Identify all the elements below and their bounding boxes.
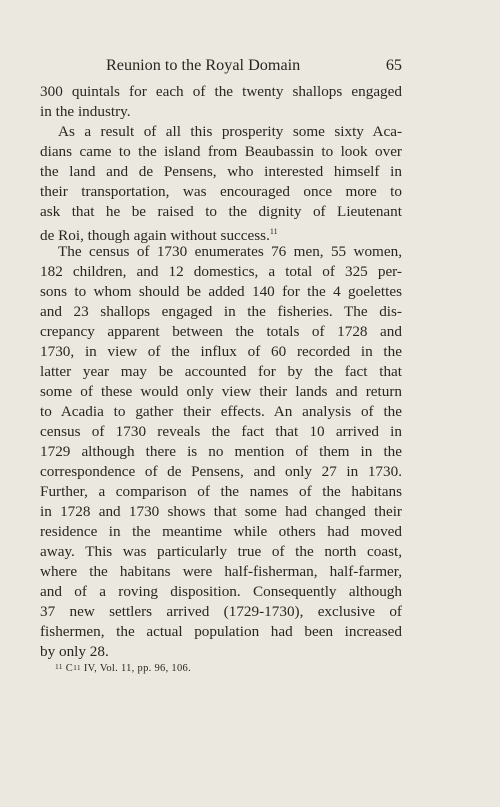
footnote-marker: 11 <box>55 662 63 671</box>
text-line: fishermen, the actual population had been increased <box>40 623 402 640</box>
text-line: 300 quintals for each of the twenty shallops engaged <box>40 83 402 100</box>
text-line: crepancy apparent between the totals of 1728 and <box>40 323 402 340</box>
text-line: in the industry. <box>40 103 131 120</box>
text-line: 1730, in view of the influx of 60 recorded in the <box>40 343 402 360</box>
text-line: 37 new settlers arrived (1729-1730), exclusive of <box>40 603 402 620</box>
text-line: 182 children, and 12 domestics, a total of 325 per- <box>40 263 402 280</box>
text-line: latter year may be accounted for by the fact that <box>40 363 402 380</box>
text-line: their transportation, was encouraged once more to <box>40 183 402 200</box>
text-line-content: de Roi, though again without success. <box>40 227 270 245</box>
text-line: away. This was particularly true of the north coast, <box>40 543 402 560</box>
text-line: some of these would only view their lands and return <box>40 383 402 400</box>
text-line: census of 1730 reveals the fact that 10 arrived in <box>40 423 402 440</box>
footnote-series-subscript: 11 <box>73 663 81 672</box>
text-line: and 23 shallops engaged in the fisheries. The dis- <box>40 303 402 320</box>
running-head-title: Reunion to the Royal Domain <box>106 56 301 74</box>
running-head <box>40 56 402 76</box>
footnote-citation: IV, Vol. 11, pp. 96, 106. <box>80 663 191 674</box>
text-line: residence in the meantime while others had moved <box>40 523 402 540</box>
text-line: Further, a comparison of the names of the habitans <box>40 483 402 500</box>
text-line: ask that he be raised to the dignity of Lieutenant <box>40 203 402 220</box>
text-line: As a result of all this prosperity some sixty Aca- <box>58 123 402 140</box>
text-line: dians came to the island from Beaubassin to look over <box>40 143 402 160</box>
text-line <box>40 222 402 245</box>
footnote <box>55 663 191 674</box>
page-number: 65 <box>385 56 402 74</box>
text-line: where the habitans were half-fisherman, half-farmer, <box>40 563 402 580</box>
text-line: to Acadia to gather their effects. An analysis of the <box>40 403 402 420</box>
body-text <box>40 82 402 662</box>
text-line: correspondence of de Pensens, and only 27 in 1730. <box>40 463 402 480</box>
footnote-series: C <box>65 663 74 674</box>
footnote-reference: 11 <box>269 227 278 236</box>
text-line: and of a roving disposition. Consequently although <box>40 583 402 600</box>
text-line: the land and de Pensens, who interested himself in <box>40 163 402 180</box>
text-line: sons to whom should be added 140 for the 4 goelettes <box>40 283 402 300</box>
text-line: in 1728 and 1730 shows that some had changed their <box>40 503 402 520</box>
text-line: The census of 1730 enumerates 76 men, 55 women, <box>58 243 402 260</box>
text-line: by only 28. <box>40 643 109 660</box>
text-line: 1729 although there is no mention of them in the <box>40 443 402 460</box>
